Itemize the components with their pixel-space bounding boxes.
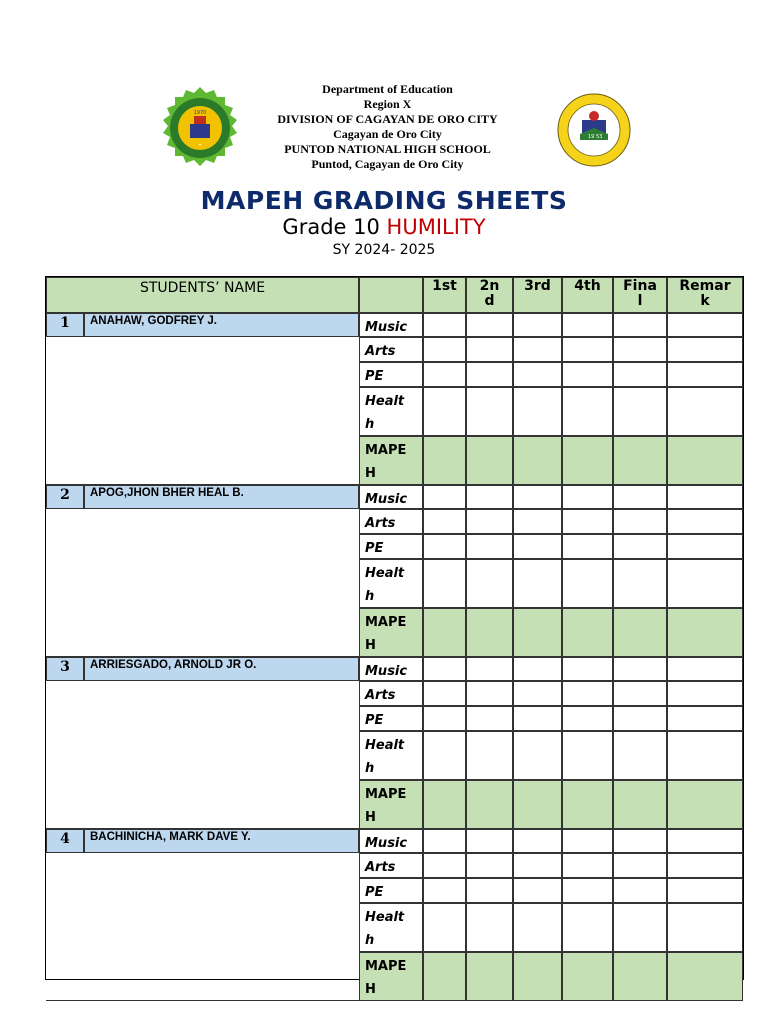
grade-cell[interactable] (513, 731, 562, 780)
grade-cell[interactable] (667, 362, 743, 387)
svg-text:53: 53 (596, 134, 603, 140)
grade-cell[interactable] (423, 829, 466, 853)
mapeh-label: MAPE H (359, 608, 423, 657)
grade-cell[interactable] (466, 706, 513, 731)
grade-cell[interactable] (513, 559, 562, 608)
quarter-header-3: 3rd (513, 277, 562, 313)
page-title: MAPEH GRADING SHEETS (200, 186, 568, 215)
student-name-area (46, 509, 359, 657)
mapeh-label: MAPE H (359, 952, 423, 1001)
subject-label: Arts (359, 337, 423, 362)
grade-cell[interactable] (562, 509, 613, 534)
grade-cell[interactable] (667, 731, 743, 780)
student-name-area (46, 337, 359, 485)
grade-section-line (0, 215, 768, 239)
grade-cell[interactable] (667, 829, 743, 853)
grade-cell[interactable] (423, 878, 466, 903)
student-name: APOG,JHON BHER HEAL B. (84, 485, 359, 509)
quarter-header-4: 4th (562, 277, 613, 313)
grade-cell[interactable] (613, 313, 667, 337)
grade-cell[interactable] (613, 559, 667, 608)
school-seal-logo (150, 87, 250, 169)
grade-cell[interactable] (423, 780, 466, 829)
quarter-header-2: 2n d (466, 277, 513, 313)
grade-cell[interactable] (513, 657, 562, 681)
grade-cell[interactable] (562, 608, 613, 657)
students-name-header: STUDENTS’ NAME (46, 277, 359, 313)
grade-cell[interactable] (613, 436, 667, 485)
grade-cell[interactable] (423, 313, 466, 337)
grade-cell[interactable] (466, 337, 513, 362)
grade-cell[interactable] (613, 853, 667, 878)
grade-cell[interactable] (423, 952, 466, 1001)
grade-cell[interactable] (513, 853, 562, 878)
school-year: SY 2024- 2025 (332, 242, 436, 258)
grade-cell[interactable] (513, 681, 562, 706)
subject-label: Music (359, 313, 423, 337)
header-line-5: PUNTOD NATIONAL HIGH SCHOOL (284, 142, 491, 156)
subject-label: PE (359, 362, 423, 387)
grade-cell[interactable] (562, 559, 613, 608)
grade-cell[interactable] (466, 878, 513, 903)
grade-cell[interactable] (667, 608, 743, 657)
grade-cell[interactable] (562, 706, 613, 731)
grade-cell[interactable] (562, 313, 613, 337)
subject-label: Arts (359, 853, 423, 878)
grade-cell[interactable] (667, 436, 743, 485)
student-name-area (46, 681, 359, 829)
grade-cell[interactable] (667, 681, 743, 706)
grade-cell[interactable] (513, 829, 562, 853)
grade-cell[interactable] (562, 534, 613, 559)
grade-cell[interactable] (562, 903, 613, 952)
subject-label: PE (359, 878, 423, 903)
student-number: 2 (46, 485, 84, 509)
grade-cell[interactable] (513, 436, 562, 485)
grade-cell[interactable] (613, 362, 667, 387)
grade-cell[interactable] (667, 780, 743, 829)
subject-label: Music (359, 485, 423, 509)
subject-label: Music (359, 657, 423, 681)
grade-cell[interactable] (513, 509, 562, 534)
grade-cell[interactable] (667, 485, 743, 509)
header-line-1: Department of Education (322, 82, 453, 96)
header-line-3: DIVISION OF CAGAYAN DE ORO CITY (277, 112, 498, 126)
grade-cell[interactable] (466, 681, 513, 706)
grade-cell[interactable] (613, 731, 667, 780)
header-line-4: Cagayan de Oro City (333, 127, 442, 141)
grade-cell[interactable] (562, 829, 613, 853)
student-number: 3 (46, 657, 84, 681)
grade-cell[interactable] (613, 706, 667, 731)
grade-cell[interactable] (613, 829, 667, 853)
letterhead (0, 82, 768, 172)
grade-cell[interactable] (423, 903, 466, 952)
grade-cell[interactable] (613, 534, 667, 559)
grade-cell[interactable] (613, 387, 667, 436)
grade-cell[interactable] (423, 559, 466, 608)
grade-cell[interactable] (423, 657, 466, 681)
grade-cell[interactable] (613, 878, 667, 903)
grade-cell[interactable] (667, 509, 743, 534)
grade-cell[interactable] (613, 337, 667, 362)
student-number: 4 (46, 829, 84, 853)
grade-cell[interactable] (613, 780, 667, 829)
svg-text:19: 19 (588, 134, 595, 140)
grading-table (45, 276, 744, 997)
grade-cell[interactable] (513, 903, 562, 952)
grade-cell[interactable] (513, 952, 562, 1001)
grade-cell[interactable] (667, 657, 743, 681)
student-name: BACHINICHA, MARK DAVE Y. (84, 829, 359, 853)
grade-cell[interactable] (562, 853, 613, 878)
grade-cell[interactable] (513, 780, 562, 829)
grade-cell[interactable] (513, 387, 562, 436)
section-name: HUMILITY (386, 215, 486, 239)
grade-cell[interactable] (466, 313, 513, 337)
grade-cell[interactable] (466, 731, 513, 780)
grade-cell[interactable] (667, 878, 743, 903)
grade-cell[interactable] (466, 903, 513, 952)
grade-cell[interactable] (513, 313, 562, 337)
grade-cell[interactable] (423, 608, 466, 657)
grade-cell[interactable] (613, 608, 667, 657)
grade-cell[interactable] (562, 681, 613, 706)
student-name: ANAHAW, GODFREY J. (84, 313, 359, 337)
grade-cell[interactable] (667, 952, 743, 1001)
subject-header-blank (359, 277, 423, 313)
grade-label: Grade 10 (282, 215, 380, 239)
grade-cell[interactable] (423, 436, 466, 485)
grade-cell[interactable] (466, 436, 513, 485)
grade-cell[interactable] (466, 362, 513, 387)
subject-label: Music (359, 829, 423, 853)
grade-cell[interactable] (466, 485, 513, 509)
subject-label: Arts (359, 681, 423, 706)
subject-label: Arts (359, 509, 423, 534)
header-line-6: Puntod, Cagayan de Oro City (311, 157, 464, 171)
grade-cell[interactable] (667, 559, 743, 608)
subject-label: Healt h (359, 731, 423, 780)
grade-cell[interactable] (423, 337, 466, 362)
grade-cell[interactable] (667, 534, 743, 559)
grade-cell[interactable] (423, 485, 466, 509)
grade-cell[interactable] (613, 657, 667, 681)
svg-text:1970: 1970 (193, 110, 207, 116)
grade-cell[interactable] (423, 731, 466, 780)
grade-cell[interactable] (466, 534, 513, 559)
grade-cell[interactable] (562, 337, 613, 362)
grade-cell[interactable] (667, 337, 743, 362)
grade-cell[interactable] (513, 706, 562, 731)
grade-cell[interactable] (562, 362, 613, 387)
grade-cell[interactable] (423, 534, 466, 559)
subject-label: PE (359, 534, 423, 559)
grade-cell[interactable] (466, 780, 513, 829)
grade-cell[interactable] (423, 706, 466, 731)
grade-cell[interactable] (667, 387, 743, 436)
grade-cell[interactable] (562, 952, 613, 1001)
grade-cell[interactable] (613, 485, 667, 509)
grade-cell[interactable] (667, 903, 743, 952)
grade-cell[interactable] (513, 362, 562, 387)
letterhead-text (255, 82, 520, 172)
grade-cell[interactable] (613, 903, 667, 952)
deped-seal-logo (548, 92, 640, 168)
grade-cell[interactable] (613, 681, 667, 706)
grade-cell[interactable] (562, 878, 613, 903)
grade-cell[interactable] (466, 829, 513, 853)
grade-cell[interactable] (667, 313, 743, 337)
grade-cell[interactable] (562, 436, 613, 485)
grade-cell[interactable] (613, 952, 667, 1001)
quarter-header-1: 1st (423, 277, 466, 313)
grade-cell[interactable] (466, 657, 513, 681)
grade-cell[interactable] (562, 387, 613, 436)
grade-cell[interactable] (513, 608, 562, 657)
grade-cell[interactable] (513, 337, 562, 362)
student-name-area (46, 853, 359, 1001)
grade-cell[interactable] (513, 485, 562, 509)
grade-cell[interactable] (562, 485, 613, 509)
subject-label: PE (359, 706, 423, 731)
grade-cell[interactable] (466, 559, 513, 608)
header-line-2: Region X (363, 97, 412, 111)
grade-cell[interactable] (423, 509, 466, 534)
grade-cell[interactable] (423, 362, 466, 387)
quarter-header-6: Remar k (667, 277, 743, 313)
grade-cell[interactable] (466, 608, 513, 657)
grade-cell[interactable] (613, 509, 667, 534)
grade-cell[interactable] (423, 681, 466, 706)
grade-cell[interactable] (513, 534, 562, 559)
grade-cell[interactable] (423, 387, 466, 436)
grade-cell[interactable] (466, 853, 513, 878)
quarter-header-5: Fina l (613, 277, 667, 313)
grade-cell[interactable] (466, 509, 513, 534)
subject-label: Healt h (359, 559, 423, 608)
grade-cell[interactable] (466, 952, 513, 1001)
mapeh-label: MAPE H (359, 780, 423, 829)
grade-cell[interactable] (562, 780, 613, 829)
mapeh-label: MAPE H (359, 436, 423, 485)
grade-cell[interactable] (562, 657, 613, 681)
grade-cell[interactable] (513, 878, 562, 903)
subject-label: Healt h (359, 903, 423, 952)
student-number: 1 (46, 313, 84, 337)
grade-cell[interactable] (562, 731, 613, 780)
grade-cell[interactable] (667, 706, 743, 731)
grade-cell[interactable] (466, 387, 513, 436)
grade-cell[interactable] (423, 853, 466, 878)
subject-label: Healt h (359, 387, 423, 436)
svg-text:✦: ✦ (198, 142, 202, 147)
grade-cell[interactable] (667, 853, 743, 878)
student-name: ARRIESGADO, ARNOLD JR O. (84, 657, 359, 681)
